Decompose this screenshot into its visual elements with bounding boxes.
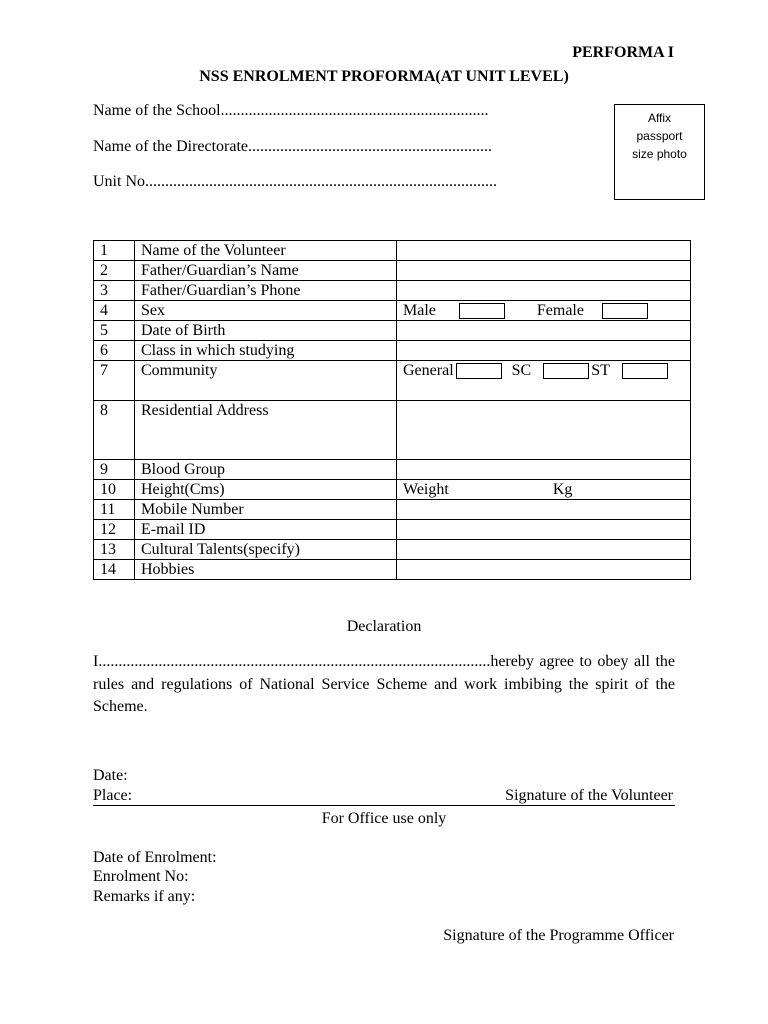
form-title: NSS ENROLMENT PROFORMA(AT UNIT LEVEL)	[199, 68, 569, 85]
female-checkbox	[602, 303, 648, 319]
declaration-title: Declaration	[346, 618, 422, 635]
table-row	[94, 460, 691, 480]
row-value-cell	[397, 321, 691, 341]
sex-options-cell	[397, 301, 691, 321]
row-value-cell	[397, 520, 691, 540]
address-value-cell	[397, 401, 691, 460]
performa-label: PERFORMA I	[572, 44, 674, 61]
table-row	[94, 321, 691, 341]
row-number: 5	[94, 321, 135, 341]
row-value-cell	[397, 540, 691, 560]
table-row	[94, 401, 691, 460]
row-value-cell	[397, 281, 691, 301]
row-label: Father/Guardian’s Phone	[135, 281, 397, 301]
office-use-title: For Office use only	[321, 810, 447, 827]
date-label: Date:	[93, 767, 128, 784]
row-number: 12	[94, 520, 135, 540]
photo-box-line-3: size photo	[632, 147, 687, 161]
row-label: Father/Guardian’s Name	[135, 261, 397, 281]
row-label: Cultural Talents(specify)	[135, 540, 397, 560]
table-row	[94, 341, 691, 361]
table-row	[94, 520, 691, 540]
table-row	[94, 540, 691, 560]
table-row	[94, 241, 691, 261]
programme-officer-signature-label: Signature of the Programme Officer	[443, 927, 674, 944]
row-value-cell	[397, 261, 691, 281]
photo-box-line-1: Affix	[647, 111, 672, 125]
school-name-field: Name of the School...................................................................	[93, 102, 489, 119]
row-number: 10	[94, 480, 135, 500]
general-label: General	[403, 362, 454, 379]
row-label: Date of Birth	[135, 321, 397, 341]
row-value-cell	[397, 341, 691, 361]
place-label: Place:	[93, 787, 133, 804]
table-row	[94, 361, 691, 401]
row-number: 7	[94, 361, 135, 401]
volunteer-signature-label: Signature of the Volunteer	[505, 787, 673, 804]
sc-checkbox	[543, 363, 589, 379]
sc-label: SC	[511, 362, 532, 379]
weight-cell	[397, 480, 691, 500]
community-options-cell	[397, 361, 691, 401]
row-number: 13	[94, 540, 135, 560]
table-row	[94, 500, 691, 520]
row-value-cell	[397, 560, 691, 580]
row-number: 6	[94, 341, 135, 361]
male-checkbox	[459, 303, 505, 319]
row-value-cell	[397, 241, 691, 261]
row-label: Class in which studying	[135, 341, 397, 361]
section-divider	[93, 805, 675, 806]
row-label: Sex	[135, 301, 397, 321]
row-number: 1	[94, 241, 135, 261]
weight-unit: Kg	[552, 481, 573, 498]
remarks-label: Remarks if any:	[93, 888, 196, 905]
row-number: 2	[94, 261, 135, 281]
table-row	[94, 301, 691, 321]
row-label: Blood Group	[135, 460, 397, 480]
row-label: Height(Cms)	[135, 480, 397, 500]
row-label: Residential Address	[135, 401, 397, 460]
row-value-cell	[397, 500, 691, 520]
row-value-cell	[397, 460, 691, 480]
row-number: 14	[94, 560, 135, 580]
row-label: Community	[135, 361, 397, 401]
row-number: 4	[94, 301, 135, 321]
general-checkbox	[456, 363, 502, 379]
directorate-name-field: Name of the Directorate.............................................................	[93, 138, 493, 155]
st-label: ST	[591, 362, 610, 379]
row-number: 9	[94, 460, 135, 480]
declaration-text: I..................................................................................................hereby agree to obey all the rules and regulations of National Service Scheme and work imbibing the spirit of the Scheme.	[93, 653, 675, 715]
row-label: Hobbies	[135, 560, 397, 580]
photo-box-line-2: passport	[636, 129, 683, 143]
table-row	[94, 281, 691, 301]
st-checkbox	[622, 363, 668, 379]
row-label: Name of the Volunteer	[135, 241, 397, 261]
table-row	[94, 560, 691, 580]
volunteer-details-table	[93, 240, 691, 580]
row-number: 8	[94, 401, 135, 460]
row-label: E-mail ID	[135, 520, 397, 540]
table-row	[94, 261, 691, 281]
enrolment-no-label: Enrolment No:	[93, 868, 189, 885]
passport-photo-box	[614, 104, 705, 200]
row-number: 3	[94, 281, 135, 301]
unit-no-field: Unit No........................................................................................	[93, 173, 497, 190]
table-row	[94, 480, 691, 500]
row-number: 11	[94, 500, 135, 520]
row-label: Mobile Number	[135, 500, 397, 520]
date-of-enrolment-label: Date of Enrolment:	[93, 849, 217, 866]
weight-label: Weight	[403, 481, 449, 498]
female-label: Female	[536, 302, 584, 319]
male-label: Male	[403, 302, 436, 319]
